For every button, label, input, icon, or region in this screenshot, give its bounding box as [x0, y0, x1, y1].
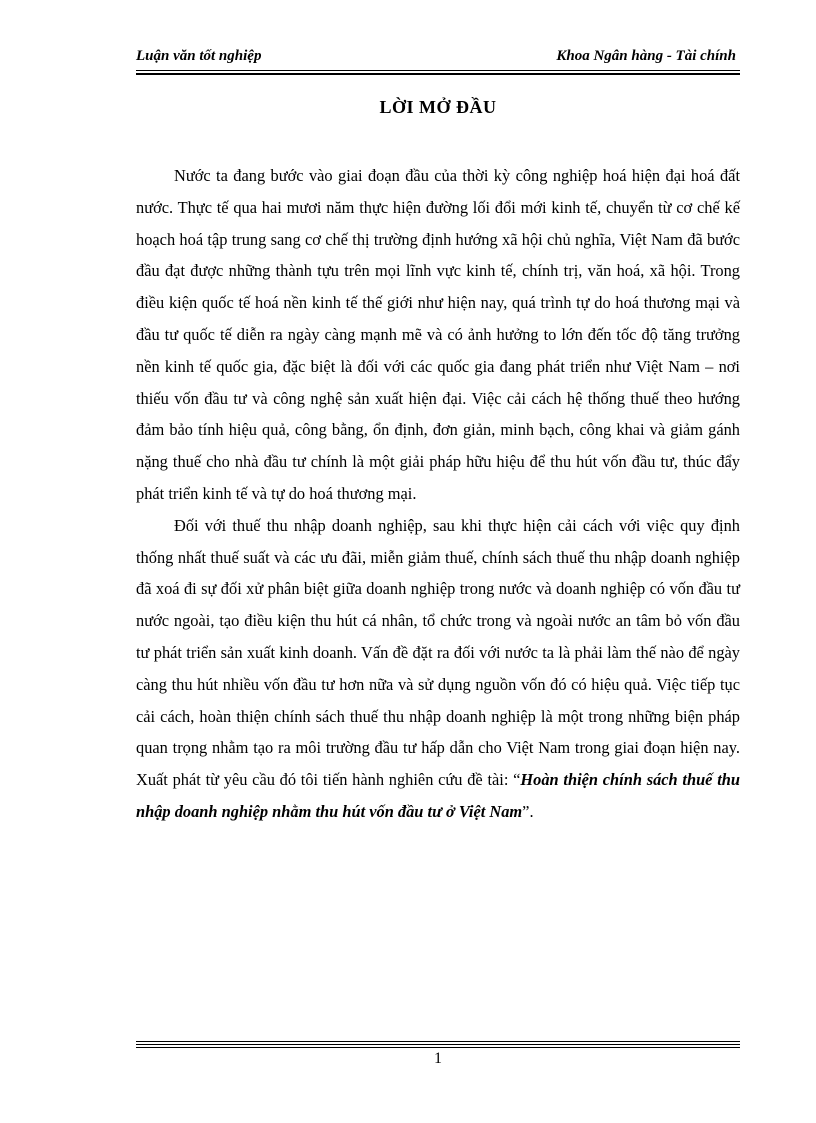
paragraph-2-text: Đối với thuế thu nhập doanh nghiệp, sau khi thực hiện cải cách với việc quy định thống nhất thuế suất và các ưu đãi, miễn giảm thuế, chính sách thuế thu nhập doanh nghiệp đã xoá đi sự đối xử phân biệt giữa doanh nghiệp trong nước và doanh nghiệp có vốn đầu tư nước ngoài, tạo điều kiện thu hút cá nhân, tổ chức trong và ngoài nước an tâm bỏ vốn đầu tư phát triển sản xuất kinh doanh. Vấn đề đặt ra đối với nước ta là phải làm thế nào để ngày càng thu hút nhiều vốn đầu tư hơn nữa và sử dụng nguồn vốn đó có hiệu quả. Việc tiếp tục cải cách, hoàn thiện chính sách thuế thu nhập doanh nghiệp là một trong những biện pháp quan trọng nhằm tạo ra môi trường đầu tư hấp dẫn cho Việt Nam trong giai đoạn hiện nay. Xuất phát từ yêu cầu đó tôi tiến hành nghiên cứu đề tài: “: [136, 515, 740, 790]
footer-rule-1: [136, 1041, 740, 1042]
header-faculty-label: Khoa Ngân hàng - Tài chính: [556, 48, 736, 64]
header-rule-thin: [136, 70, 740, 71]
body-text: [136, 160, 740, 828]
page-header: [136, 48, 736, 70]
header-rule-thick: [136, 73, 740, 75]
footer-rule-3: [136, 1047, 740, 1048]
thesis-topic-title: Hoàn thiện chính sách thuế thu nhập doanh nghiệp nhằm thu hút vốn đầu tư ở Việt Nam: [136, 770, 740, 821]
paragraph-1: Nước ta đang bước vào giai đoạn đầu của thời kỳ công nghiệp hoá hiện đại hoá đất nước. Thực tế qua hai mươi năm thực hiện đường lối đổi mới kinh tế, chuyển từ cơ chế kế hoạch hoá tập trung sang cơ chế thị trường định hướng xã hội chủ nghĩa, Việt Nam đã bước đầu đạt được những thành tựu trên mọi lĩnh vực kinh tế, chính trị, văn hoá, xã hội. Trong điều kiện quốc tế hoá nền kinh tế thế giới như hiện nay, quá trình tự do hoá thương mại và đầu tư quốc tế diễn ra ngày càng mạnh mẽ và có ảnh hưởng to lớn đến tốc độ tăng trưởng nền kinh tế quốc gia, đặc biệt là đối với các quốc gia đang phát triển như Việt Nam – nơi thiếu vốn đầu tư và công nghệ sản xuất hiện đại. Việc cải cách hệ thống thuế theo hướng đảm bảo tính hiệu quả, công bằng, ổn định, đơn giản, minh bạch, công khai và giảm gánh nặng thuế cho nhà đầu tư chính là một giải pháp hữu hiệu để thu hút vốn đầu tư, thúc đẩy phát triển kinh tế và tự do hoá thương mại.: [136, 166, 740, 503]
paragraph-2-closing: ”.: [522, 801, 534, 821]
page-number: 1: [434, 1050, 442, 1067]
paragraph-2: [136, 510, 740, 828]
page-title: LỜI MỞ ĐẦU: [379, 97, 497, 117]
header-thesis-label: Luận văn tốt nghiệp: [136, 48, 262, 64]
footer-rule-2: [136, 1044, 740, 1045]
